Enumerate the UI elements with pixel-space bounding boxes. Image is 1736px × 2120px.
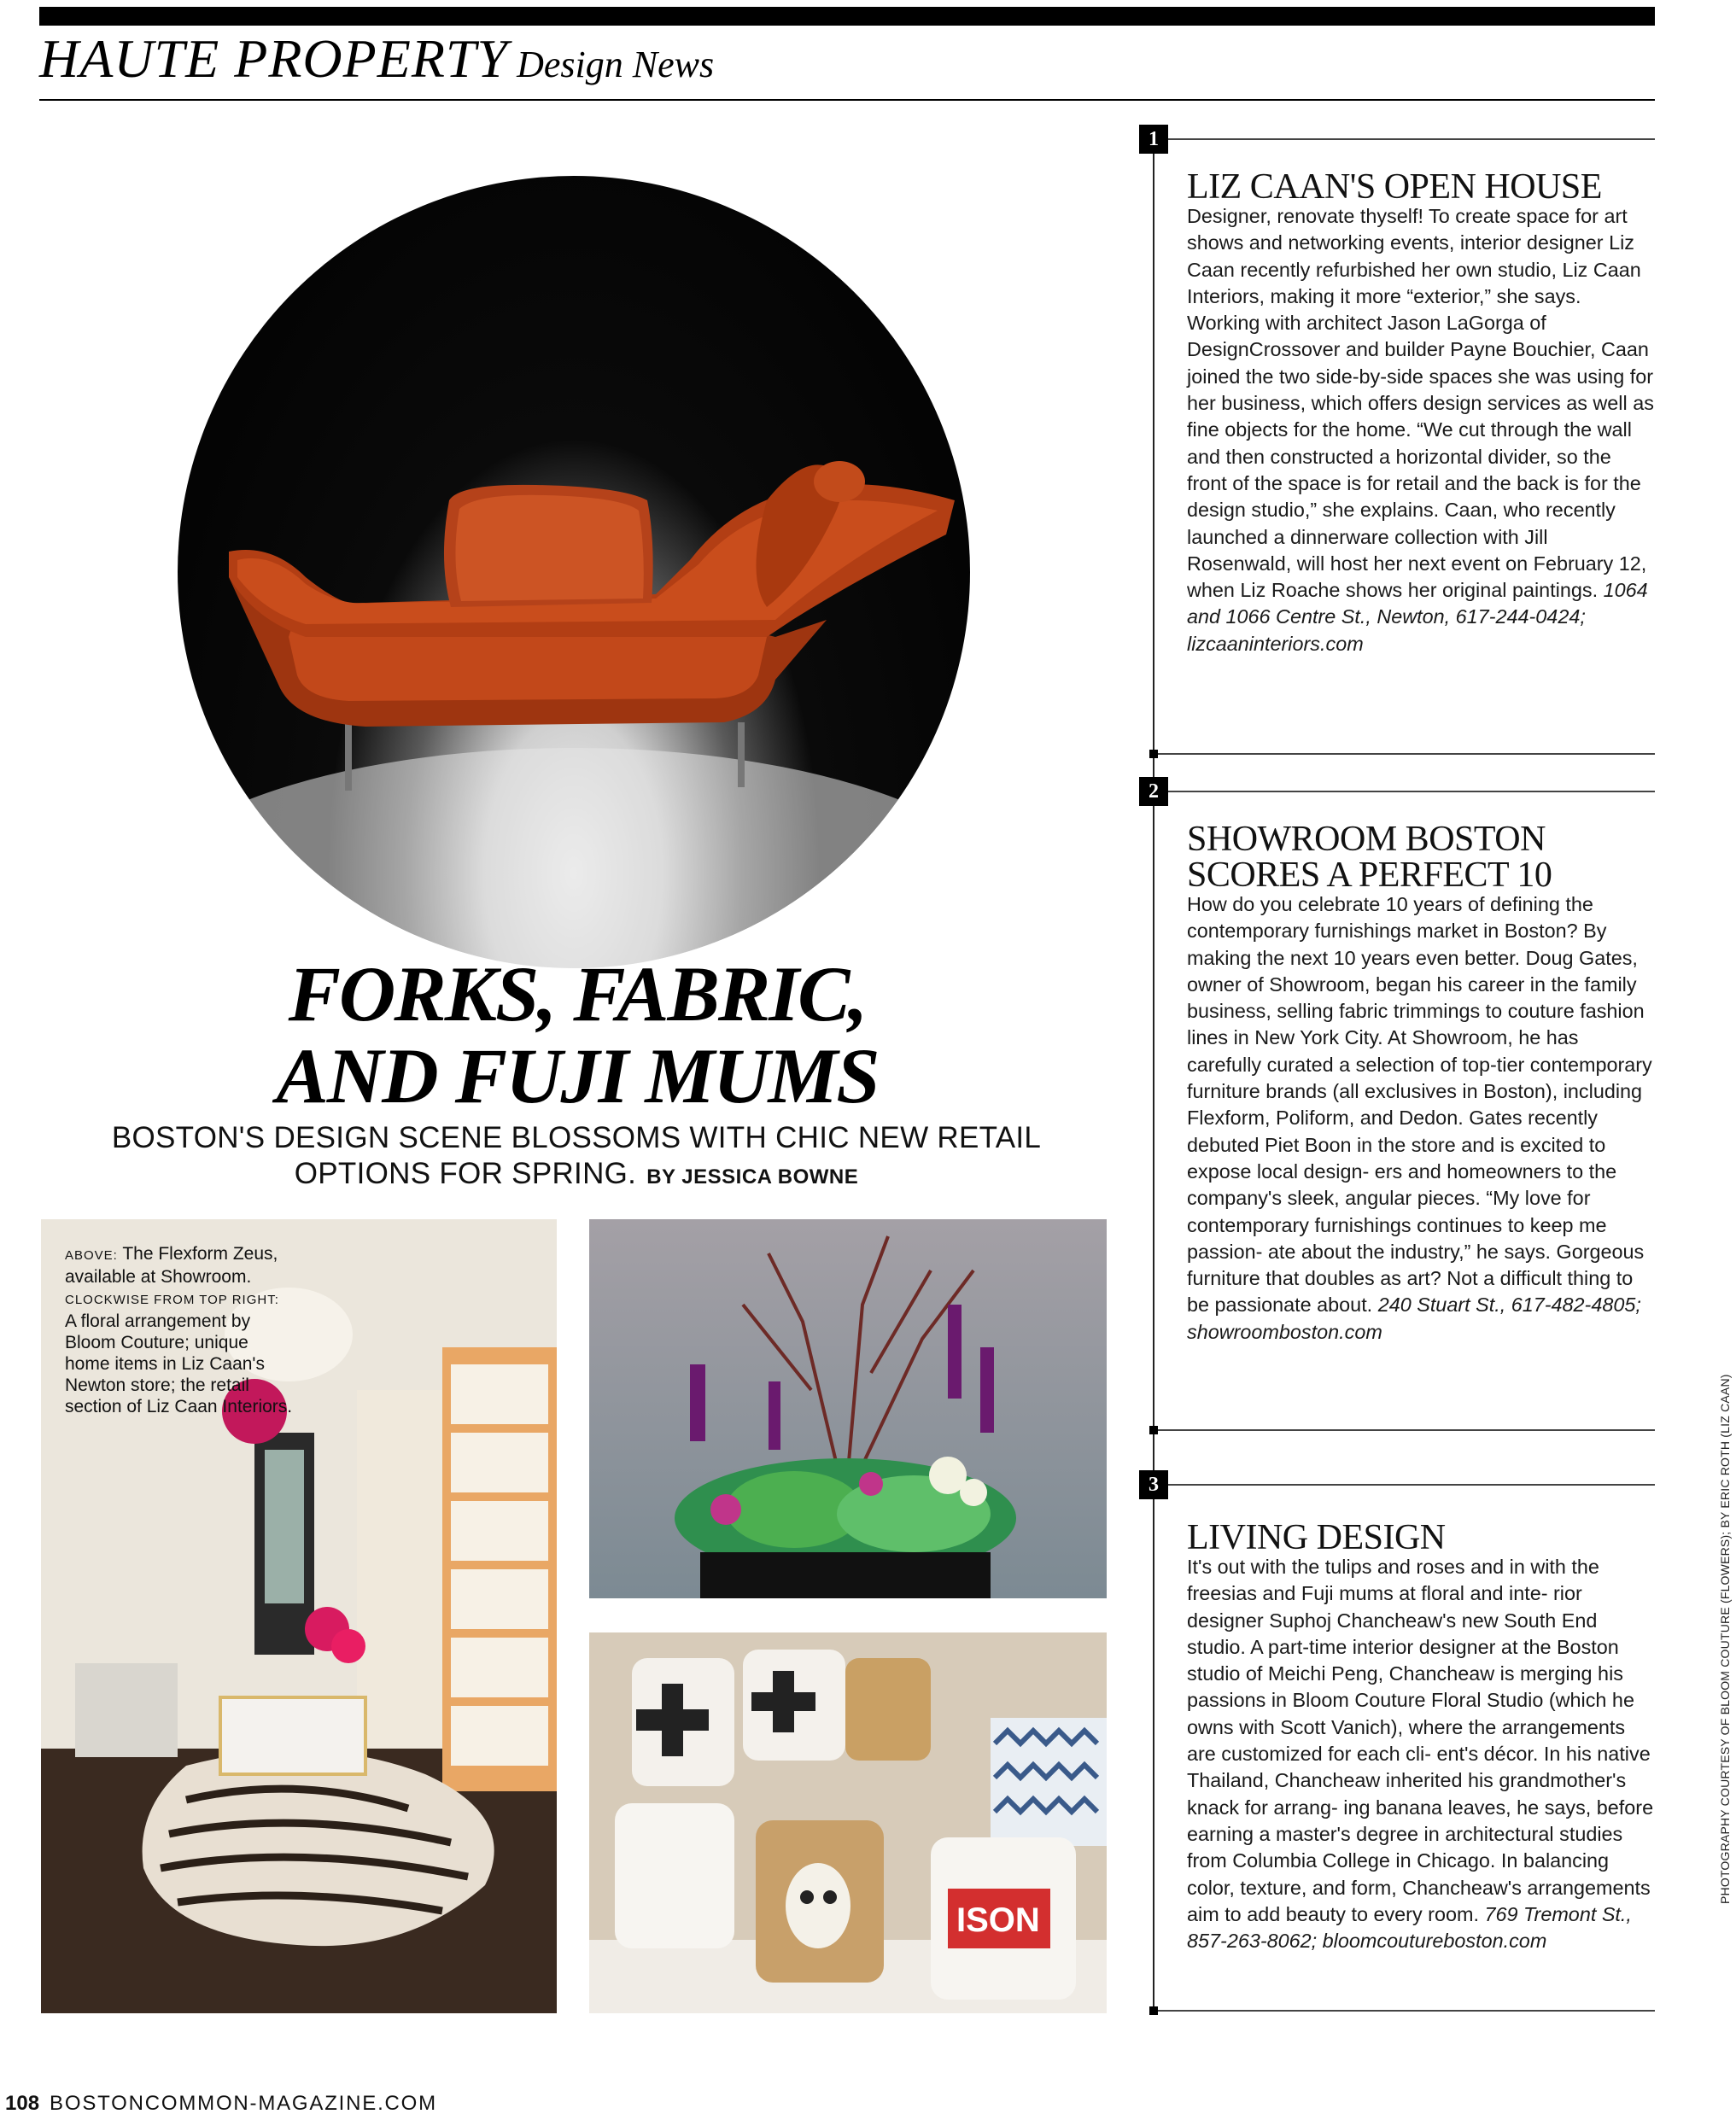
headline-line-1: FORKS, FABRIC, [288,950,867,1037]
section-name: HAUTE PROPERTY [39,28,509,89]
dek-text: BOSTON'S DESIGN SCENE BLOSSOMS WITH CHIC NEW RETAIL OPTIONS FOR SPRING. [111,1121,1042,1190]
header-top-bar [39,7,1655,26]
article-2-top-rule [1168,791,1655,792]
page-footer [5,2092,437,2116]
article-3-number: 3 [1139,1470,1168,1499]
flowers-illustration [589,1219,1107,1598]
photo-credit: PHOTOGRAPHY COURTESY OF BLOOM COUTURE (FLOWERS); BY ERIC ROTH (LIZ CAAN) [1718,1374,1732,1904]
mug-label-text: ISON [956,1901,1040,1939]
article-3-top-rule [1168,1484,1655,1486]
article-2-number: 2 [1139,777,1168,806]
article-2-bottom-rule [1158,1429,1655,1431]
article-3-body [1187,1554,1657,1954]
feature-dek [102,1120,1050,1195]
mugs-photo [589,1632,1107,2013]
photo-caption [65,1243,295,1417]
article-1-number: 1 [1139,125,1168,154]
article-1-bottom-rule [1158,753,1655,755]
caption-above-text: The Flexform Zeus, available at Showroom. [65,1244,278,1287]
article-2-title: SHOWROOM BOSTON SCORES A PERFECT 10 [1187,820,1552,895]
article-3-title: LIVING DESIGN [1187,1518,1446,1557]
floral-arrangement-photo [589,1219,1107,1598]
mugs-illustration [589,1632,1107,2013]
article-3-info: 769 Tremont St., 857-263-8062; bloomcoutureboston.com [1187,1902,1632,1953]
headline-line-2: AND FUJI MUMS [276,1032,879,1119]
article-1-top-rule [1168,138,1655,140]
article-1-body [1187,203,1657,657]
section-subtitle: Design News [517,44,715,85]
article-3-end-dot [1149,2006,1158,2015]
article-2-end-dot [1149,1426,1158,1434]
article-1-text: Designer, renovate thyself! To create space for art shows and networking events, interior designer Liz Caan recently refurbished her own studio, Liz Caan Interiors, making it more “exterior,” she says. Working with architect Jason LaGorga of DesignCrossover and builder Payne Bouchier, Caan joined the two side-by-side spaces she was using for her business, which offers design services as well as fine objects for the home. “We cut through the wall and then constructed a horizontal divider, so the front of the space is for retail and the back is for the design studio,” she explains. Caan, who recently launched a dinnerware collection with Jill Rosenwald, will host her next event on February 12, when Liz Roache shows her original paintings. [1187,205,1654,602]
magazine-url: BOSTONCOMMON-MAGAZINE.COM [50,2092,437,2115]
article-1-info: 1064 and 1066 Centre St., Newton, 617-244-0424; lizcaaninteriors.com [1187,579,1648,655]
byline: BY JESSICA BOWNE [646,1165,859,1188]
article-2-text: How do you celebrate 10 years of defining the contemporary furnishings market in Boston? By making the next 10 years even better. Doug Gates, owner of Showroom, began his career in the family business, selling fabric trimmings to couture fashion lines in New York City. At Showroom, he has carefully curated a selection of top-tier contemporary furniture brands (all exclusives in Boston), including Flexform, Poliform, and Dedon. Gates recently debuted Piet Boon in the store and is excited to expose local design- ers and homeowners to the company's sleek, angular pieces. “My love for contemporary furnishings continues to keep me passion- ate about the industry,” he says. Gorgeous furniture that doubles as art? Not a difficult thing to be passionate about. [1187,893,1652,1317]
page-number: 108 [5,2092,40,2115]
article-2-info: 240 Stuart St., 617-482-4805; showroomboston.com [1187,1294,1641,1343]
article-1-end-dot [1149,750,1158,758]
caption-clockwise-label: CLOCKWISE FROM TOP RIGHT: [65,1293,279,1307]
section-title [39,27,714,91]
caption-clockwise-text: A floral arrangement by Bloom Couture; unique home items in Liz Caan's Newton store; the retail section of Liz Caan Interiors. [65,1311,293,1416]
article-column-rule [1153,135,1154,2010]
sofa-illustration [178,176,970,968]
article-2-body [1187,891,1657,1346]
header-rule [39,99,1655,101]
article-3-text: It's out with the tulips and roses and in with the freesias and Fuji mums at floral and inte- rior designer Suphoj Chancheaw's new South End studio. A part-time interior designer at the Boston studio of Meichi Peng, Chancheaw is merging his passions in Bloom Couture Floral Studio (which he owns with Scott Vanich), where the arrangements are customized for each cli- ent's décor. In his native Thailand, Chancheaw inherited his grandmother's knack for arrang- ing banana leaves, he says, before earning a master's degree in architectural studies from Columbia College in Chicago. In balancing color, texture, and form, Chancheaw's arrangements aim to add beauty to every room. [1187,1556,1654,1925]
caption-above-label: ABOVE: [65,1248,118,1263]
hero-sofa-photo [178,176,970,968]
feature-headline [116,950,1038,1119]
article-1-title: LIZ CAAN'S OPEN HOUSE [1187,167,1602,207]
article-3-bottom-rule [1158,2010,1655,2012]
